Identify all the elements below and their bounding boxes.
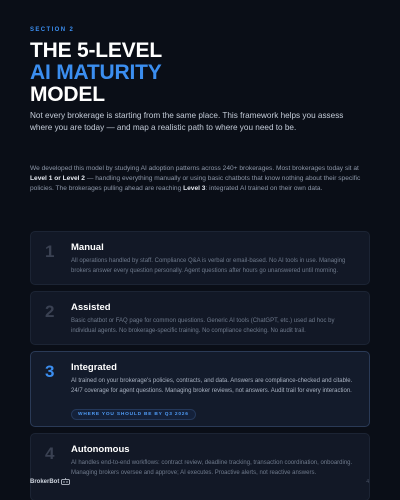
body-paragraph xyxy=(30,164,370,195)
title-line-2: AI MATURITY xyxy=(30,61,162,84)
level-card-4 xyxy=(30,433,370,500)
lede-paragraph: Not every brokerage is starting from the same place. This framework helps you assess where you are today — and map a realistic path to where you need to be. xyxy=(30,111,344,132)
level-number: 3 xyxy=(45,362,55,381)
body-text-3: : integrated AI trained on their own data. xyxy=(205,185,323,193)
brand-logo xyxy=(30,478,70,485)
body-text-1: We developed this model by studying AI adoption patterns across 240+ brokerages. Most brokerages today sit at xyxy=(30,165,359,172)
level-title: Integrated xyxy=(71,362,117,373)
brand-name: BrokerBot xyxy=(30,478,60,485)
level-card-1 xyxy=(30,231,370,285)
level-number: 2 xyxy=(45,302,55,321)
level-number: 1 xyxy=(45,242,55,261)
section-label: SECTION 2 xyxy=(30,27,75,33)
level-title: Assisted xyxy=(71,302,111,313)
level-title: Manual xyxy=(71,242,104,253)
level-card-2 xyxy=(30,291,370,345)
body-text-2: — handling everything manually or using basic chatbots that know nothing about their specific policies. The brokerages pulling ahead are reaching xyxy=(30,175,361,193)
body-highlight-level-3: Level 3 xyxy=(183,185,206,193)
level-card-3 xyxy=(30,351,370,427)
level-number: 4 xyxy=(45,444,55,463)
page-number: 4 xyxy=(366,479,369,485)
page xyxy=(30,0,370,500)
title-line-3: MODEL xyxy=(30,83,105,106)
level-description: AI trained on your brokerage's policies, contracts, and data. Answers are compliance-checked and citable. 24/7 coverage for agent questions. Managing broker reviews, not answers. Audit trail for every interaction. xyxy=(71,378,353,394)
title-line-1: THE 5-LEVEL xyxy=(30,39,162,62)
body-highlight-levels-1-2: Level 1 or Level 2 xyxy=(30,175,85,183)
target-level-badge: WHERE YOU SHOULD BE BY Q3 2026 xyxy=(71,409,196,420)
level-description: AI handles end-to-end workflows: contract review, deadline tracking, transaction coordination, onboarding. Managing brokers oversee and approve; AI executes. Proactive alerts, not reactive answers. xyxy=(71,460,353,476)
level-description: Basic chatbot or FAQ page for common questions. Generic AI tools (ChatGPT, etc.) used ad hoc by individual agents. No brokerage-specific training. No compliance checking. No audit trail. xyxy=(71,318,335,334)
bot-icon xyxy=(61,478,70,485)
page-title xyxy=(30,40,162,106)
level-description: All operations handled by staff. Compliance Q&A is verbal or email-based. No AI tools in use. Managing brokers answer every question personally. Agent questions after hours go unanswered until morning. xyxy=(71,258,346,274)
level-title: Autonomous xyxy=(71,444,130,455)
